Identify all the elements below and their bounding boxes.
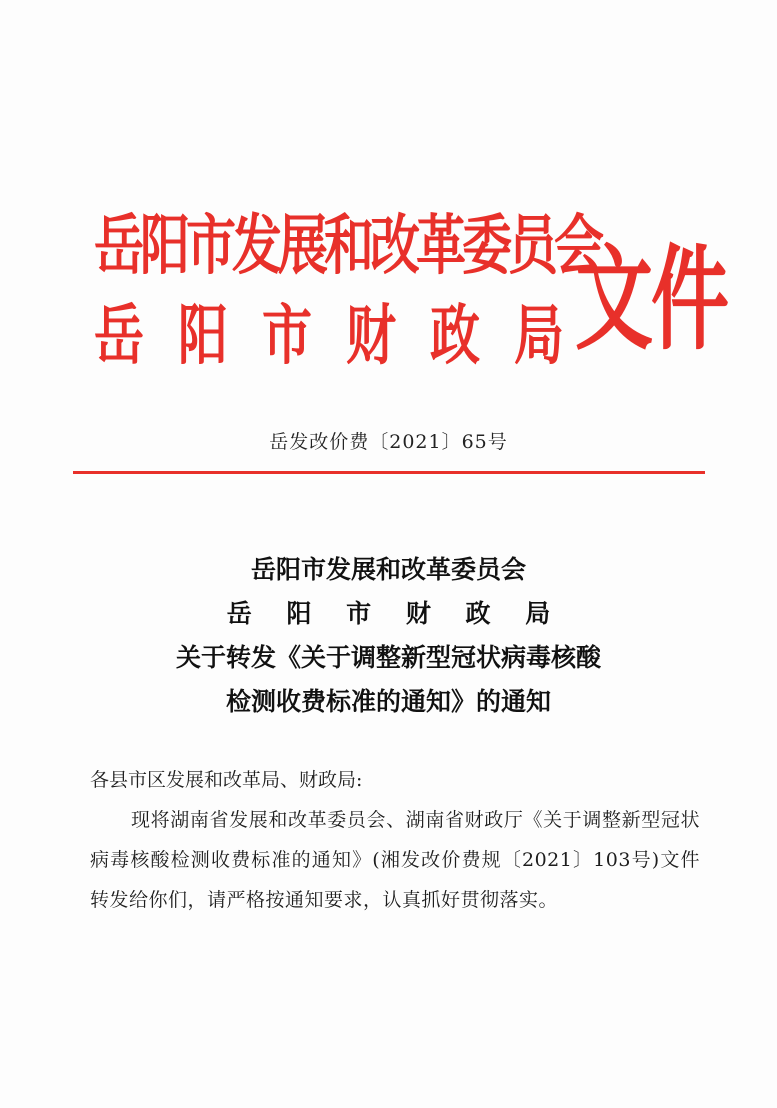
document-number: 岳发改价费〔2021〕65号 (269, 431, 508, 453)
document-title (0, 548, 777, 724)
masthead-char: 局 (514, 296, 564, 374)
masthead-char: 政 (430, 296, 480, 374)
masthead-wenjian: 文件 (575, 233, 728, 366)
title-line-3: 关于转发《关于调整新型冠状病毒核酸 (175, 643, 601, 672)
red-masthead (0, 0, 777, 400)
title-line-4: 检测收费标准的通知》的通知 (225, 687, 551, 716)
title-line-1: 岳阳市发展和改革委员会 (250, 555, 526, 584)
title-line-2: 岳 阳 市 财 政 局 (226, 599, 564, 628)
masthead-char: 市 (262, 296, 312, 374)
masthead-char: 阳 (178, 296, 228, 374)
masthead-char: 岳 (94, 296, 144, 374)
document-body (90, 760, 700, 920)
red-divider-line (73, 471, 705, 474)
masthead-org-line1: 岳阳市发展和改革委员会 (94, 206, 600, 284)
body-paragraph: 现将湖南省发展和改革委员会、湖南省财政厅《关于调整新型冠状病毒核酸检测收费标准的通知》(湘发改价费规〔2021〕103号)文件转发给你们，请严格按通知要求，认真抓好贯彻落实。 (90, 809, 700, 911)
salutation: 各县市区发展和改革局、财政局: (90, 769, 363, 791)
masthead-org-line2 (94, 296, 598, 374)
masthead-char: 财 (346, 296, 396, 374)
